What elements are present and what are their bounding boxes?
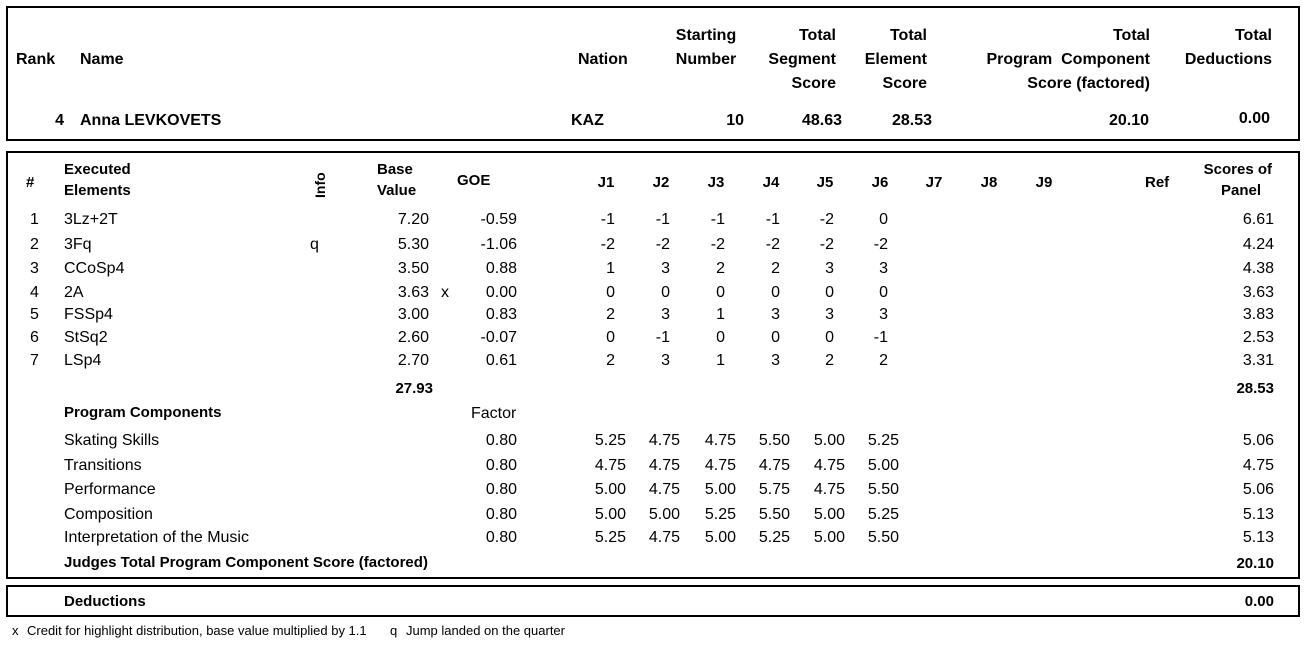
element-judge-score: 0: [879, 211, 888, 228]
component-judge-score: 4.75: [594, 457, 626, 474]
element-num: 7: [30, 352, 39, 369]
element-goe: -0.59: [480, 211, 517, 228]
element-judge-score: -1: [873, 329, 888, 346]
component-judge-score: 5.00: [813, 506, 845, 523]
element-num: 2: [30, 236, 39, 253]
element-name: 2A: [64, 284, 84, 301]
element-name: LSp4: [64, 352, 102, 369]
element-name: CCoSp4: [64, 260, 125, 277]
element-panel-score: 3.31: [1242, 352, 1274, 369]
element-name: FSSp4: [64, 306, 113, 323]
element-judge-score: -1: [600, 211, 615, 228]
element-judge-score: 3: [661, 306, 670, 323]
component-judge-score: 5.50: [758, 506, 790, 523]
component-factor: 0.80: [485, 529, 517, 546]
element-goe: 0.00: [485, 284, 517, 301]
element-goe: 0.61: [485, 352, 517, 369]
ref-col-header: Ref: [1145, 174, 1170, 191]
element-judge-score: 0: [716, 329, 725, 346]
component-panel-score: 5.06: [1242, 432, 1274, 449]
skater-tss: 48.63: [801, 112, 842, 129]
component-judge-score: 5.50: [758, 432, 790, 449]
skater-rank: 4: [55, 112, 64, 129]
element-judge-score: 1: [716, 306, 725, 323]
judge-header-9: J9: [1035, 174, 1053, 191]
num-col-header: #: [26, 174, 35, 191]
element-judge-score: 0: [661, 284, 670, 301]
element-goe: 0.83: [485, 306, 517, 323]
element-judge-score: 0: [771, 329, 780, 346]
element-judge-score: -2: [600, 236, 615, 253]
component-judge-score: 5.25: [594, 529, 626, 546]
element-goe: -0.07: [480, 329, 517, 346]
component-judge-score: 5.00: [648, 506, 680, 523]
component-judge-score: 5.25: [594, 432, 626, 449]
element-panel-score: 3.63: [1242, 284, 1274, 301]
component-judge-score: 4.75: [758, 457, 790, 474]
executed-elements-header-2: Elements: [64, 182, 131, 199]
pcs-label-3: Score (factored): [1027, 75, 1150, 92]
element-judge-score: 3: [825, 260, 834, 277]
element-judge-score: 3: [661, 352, 670, 369]
element-num: 3: [30, 260, 39, 277]
footnote-x-text: Credit for highlight distribution, base value multiplied by 1.1: [27, 623, 367, 638]
element-judge-score: 2: [879, 352, 888, 369]
element-panel-score: 6.61: [1242, 211, 1274, 228]
component-name: Performance: [64, 481, 156, 498]
judge-header-2: J2: [652, 174, 670, 191]
element-judge-score: 1: [606, 260, 615, 277]
element-num: 4: [30, 284, 39, 301]
panel-col-header-1: Scores of: [1203, 161, 1272, 178]
element-judge-score: -2: [655, 236, 670, 253]
skater-deductions: 0.00: [1238, 110, 1270, 127]
rank-label: Rank: [16, 51, 56, 68]
component-judge-score: 5.00: [594, 481, 626, 498]
footnote-q-text: Jump landed on the quarter: [406, 623, 565, 638]
components-total-label: Judges Total Program Component Score (factored): [64, 554, 428, 571]
component-judge-score: 5.75: [758, 481, 790, 498]
element-judge-score: -1: [655, 329, 670, 346]
element-judge-score: 2: [825, 352, 834, 369]
element-base-value: 5.30: [397, 236, 429, 253]
element-base-value: 3.50: [397, 260, 429, 277]
component-factor: 0.80: [485, 481, 517, 498]
component-judge-score: 4.75: [704, 457, 736, 474]
tss-label-2: Segment: [768, 51, 836, 68]
factor-col-header: Factor: [471, 405, 517, 422]
judge-header-7: J7: [925, 174, 943, 191]
element-judge-score: 0: [716, 284, 725, 301]
element-num: 1: [30, 211, 39, 228]
skater-tes: 28.53: [891, 112, 932, 129]
component-judge-score: 5.00: [704, 481, 736, 498]
component-judge-score: 5.25: [704, 506, 736, 523]
element-judge-score: 2: [716, 260, 725, 277]
component-panel-score: 4.75: [1242, 457, 1274, 474]
judge-header-3: J3: [707, 174, 725, 191]
components-total-value: 20.10: [1236, 555, 1274, 572]
ded-label-1: Total: [1234, 27, 1272, 44]
name-label: Name: [80, 51, 124, 68]
footnote-x-mark: x: [12, 623, 19, 638]
component-judge-score: 5.00: [704, 529, 736, 546]
component-judge-score: 5.25: [867, 432, 899, 449]
component-judge-score: 5.50: [867, 529, 899, 546]
component-judge-score: 5.00: [813, 432, 845, 449]
element-judge-score: 0: [606, 284, 615, 301]
component-panel-score: 5.06: [1242, 481, 1274, 498]
component-factor: 0.80: [485, 506, 517, 523]
pcs-label-2: Program Component: [986, 51, 1150, 68]
judge-header-5: J5: [816, 174, 834, 191]
tes-label-2: Element: [864, 51, 927, 68]
base-value-header-1: Base: [377, 161, 413, 178]
tes-label-1: Total: [889, 27, 927, 44]
component-judge-score: 4.75: [648, 432, 680, 449]
component-name: Composition: [64, 506, 153, 523]
element-panel-score: 2.53: [1242, 329, 1274, 346]
base-value-header-2: Value: [377, 182, 417, 199]
element-judge-score: -1: [765, 211, 780, 228]
element-judge-score: -2: [710, 236, 725, 253]
element-judge-score: 2: [606, 352, 615, 369]
judge-header-4: J4: [762, 174, 780, 191]
element-judge-score: 0: [825, 329, 834, 346]
component-judge-score: 4.75: [813, 481, 845, 498]
element-judge-score: 1: [716, 352, 725, 369]
goe-col-header: GOE: [457, 172, 491, 189]
element-base-value: 3.00: [397, 306, 429, 323]
component-panel-score: 5.13: [1242, 506, 1274, 523]
component-judge-score: 5.50: [867, 481, 899, 498]
element-goe: -1.06: [480, 236, 517, 253]
component-name: Skating Skills: [64, 432, 160, 449]
element-base-value: 7.20: [397, 211, 429, 228]
tss-label-1: Total: [798, 27, 836, 44]
component-factor: 0.80: [485, 432, 517, 449]
element-panel-score: 3.83: [1242, 306, 1274, 323]
element-num: 6: [30, 329, 39, 346]
skater-starting-number: 10: [726, 112, 744, 129]
element-judge-score: -2: [765, 236, 780, 253]
ded-label-2: Deductions: [1184, 51, 1272, 68]
element-judge-score: 3: [879, 306, 888, 323]
tes-label-3: Score: [882, 75, 927, 92]
panel-col-header-2: Panel: [1220, 182, 1261, 199]
judge-header-6: J6: [871, 174, 889, 191]
component-judge-score: 5.00: [867, 457, 899, 474]
element-bonus-mark: x: [441, 284, 449, 301]
component-judge-score: 4.75: [648, 481, 680, 498]
element-name: 3Fq: [64, 236, 92, 253]
element-judge-score: 3: [661, 260, 670, 277]
element-judge-score: 2: [771, 260, 780, 277]
component-judge-score: 4.75: [648, 529, 680, 546]
component-judge-score: 4.75: [648, 457, 680, 474]
judge-header-8: J8: [980, 174, 998, 191]
element-info: q: [310, 236, 319, 253]
footnote-q-mark: q: [390, 623, 398, 638]
element-base-value: 2.60: [397, 329, 429, 346]
element-base-value: 3.63: [397, 284, 429, 301]
deductions-label: Deductions: [64, 593, 146, 610]
judge-header-1: J1: [597, 174, 615, 191]
element-judge-score: 0: [825, 284, 834, 301]
component-judge-score: 5.00: [594, 506, 626, 523]
tss-label-3: Score: [791, 75, 836, 92]
nation-label: Nation: [578, 51, 628, 68]
starting-number-label-2: Number: [675, 51, 737, 68]
element-judge-score: 0: [771, 284, 780, 301]
component-judge-score: 5.25: [867, 506, 899, 523]
component-name: Transitions: [64, 457, 142, 474]
component-judge-score: 4.75: [813, 457, 845, 474]
component-judge-score: 5.00: [813, 529, 845, 546]
element-judge-score: -1: [710, 211, 725, 228]
element-num: 5: [30, 306, 39, 323]
skater-name: Anna LEVKOVETS: [80, 112, 222, 129]
skater-nation: KAZ: [571, 112, 604, 129]
element-judge-score: 0: [879, 284, 888, 301]
element-goe: 0.88: [485, 260, 517, 277]
deductions-box: [6, 585, 1300, 617]
component-panel-score: 5.13: [1242, 529, 1274, 546]
executed-elements-header-1: Executed: [64, 161, 131, 178]
element-judge-score: 3: [825, 306, 834, 323]
element-judge-score: 3: [879, 260, 888, 277]
deductions-value: 0.00: [1244, 593, 1274, 610]
element-judge-score: -2: [819, 211, 834, 228]
elements-panel-total: 28.53: [1236, 380, 1274, 397]
element-name: StSq2: [64, 329, 108, 346]
element-panel-score: 4.38: [1242, 260, 1274, 277]
element-judge-score: 0: [606, 329, 615, 346]
component-judge-score: 4.75: [704, 432, 736, 449]
pcs-label-1: Total: [1112, 27, 1150, 44]
skater-pcs: 20.10: [1108, 112, 1149, 129]
element-name: 3Lz+2T: [64, 211, 118, 228]
element-panel-score: 4.24: [1242, 236, 1274, 253]
component-judge-score: 5.25: [758, 529, 790, 546]
element-judge-score: -1: [655, 211, 670, 228]
info-col-header: Info: [312, 172, 328, 198]
element-judge-score: 2: [606, 306, 615, 323]
component-factor: 0.80: [485, 457, 517, 474]
element-judge-score: 3: [771, 352, 780, 369]
element-judge-score: -2: [873, 236, 888, 253]
element-base-value: 2.70: [397, 352, 429, 369]
elements-base-total: 27.93: [395, 380, 433, 397]
program-components-title: Program Components: [64, 404, 222, 421]
component-name: Interpretation of the Music: [64, 529, 249, 546]
element-judge-score: -2: [819, 236, 834, 253]
starting-number-label-1: Starting: [675, 27, 737, 44]
element-judge-score: 3: [771, 306, 780, 323]
